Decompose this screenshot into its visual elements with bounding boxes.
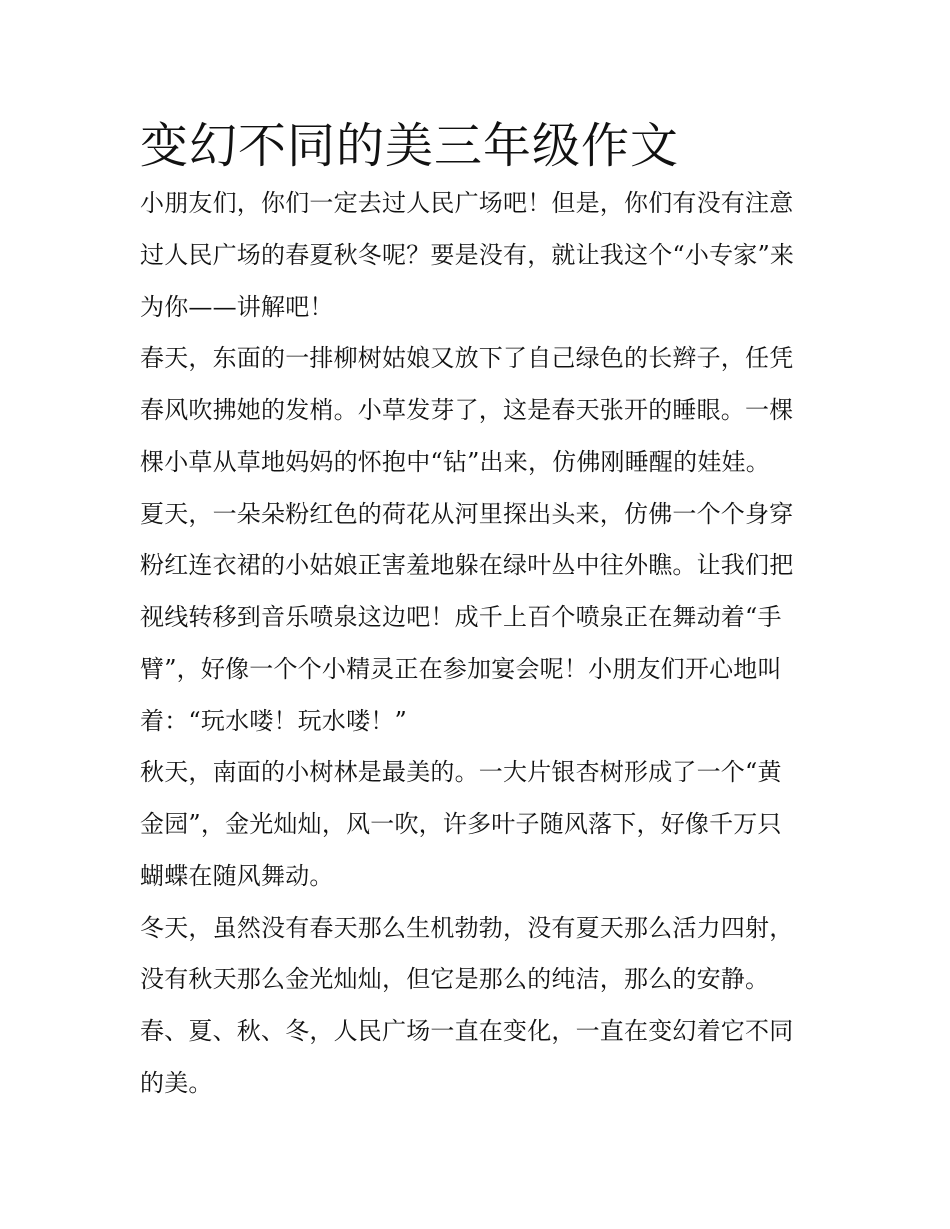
text-line: 春风吹拂她的发梢。小草发芽了，这是春天张开的睡眼。一棵 [140, 396, 794, 424]
text-line: 为你——讲解吧！ [140, 292, 334, 321]
text-line: 春、夏、秋、冬，人民广场一直在变化，一直在变幻着它不同 [140, 1017, 794, 1045]
text-line: 的美。 [140, 1068, 213, 1097]
text-line: 棵小草从草地妈妈的怀抱中“钻”出来，仿佛刚睡醒的娃娃。 [140, 447, 770, 476]
text-line: 着：“玩水喽！玩水喽！” [140, 706, 407, 735]
text-line: 臂”，好像一个个小精灵正在参加宴会呢！小朋友们开心地叫 [140, 654, 782, 683]
text-line: 过人民广场的春夏秋冬呢？要是没有，就让我这个“小专家”来 [140, 240, 795, 269]
text-line: 秋天，南面的小树林是最美的。一大片银杏树形成了一个“黄 [140, 758, 782, 787]
text-line: 冬天，虽然没有春天那么生机勃勃，没有夏天那么活力四射， [140, 913, 794, 942]
text-line: 春天，东面的一排柳树姑娘又放下了自己绿色的长辫子，任凭 [140, 344, 794, 373]
text-line: 夏天，一朵朵粉红色的荷花从河里探出头来，仿佛一个个身穿 [140, 499, 794, 528]
text-line: 视线转移到音乐喷泉这边吧！成千上百个喷泉正在舞动着“手 [140, 603, 782, 631]
document-body [140, 190, 812, 1096]
text-line: 小朋友们，你们一定去过人民广场吧！但是，你们有没有注意 [140, 189, 794, 217]
document-page [140, 112, 812, 1122]
text-line: 粉红连衣裙的小姑娘正害羞地躲在绿叶丛中往外瞧。让我们把 [140, 551, 794, 580]
text-line: 没有秋天那么金光灿灿，但它是那么的纯洁，那么的安静。 [140, 965, 770, 994]
document-title: 变幻不同的美三年级作文 [140, 118, 680, 174]
text-line: 蝴蝶在随风舞动。 [140, 861, 334, 890]
text-line: 金园”，金光灿灿，风一吹，许多叶子随风落下，好像千万只 [140, 810, 782, 838]
